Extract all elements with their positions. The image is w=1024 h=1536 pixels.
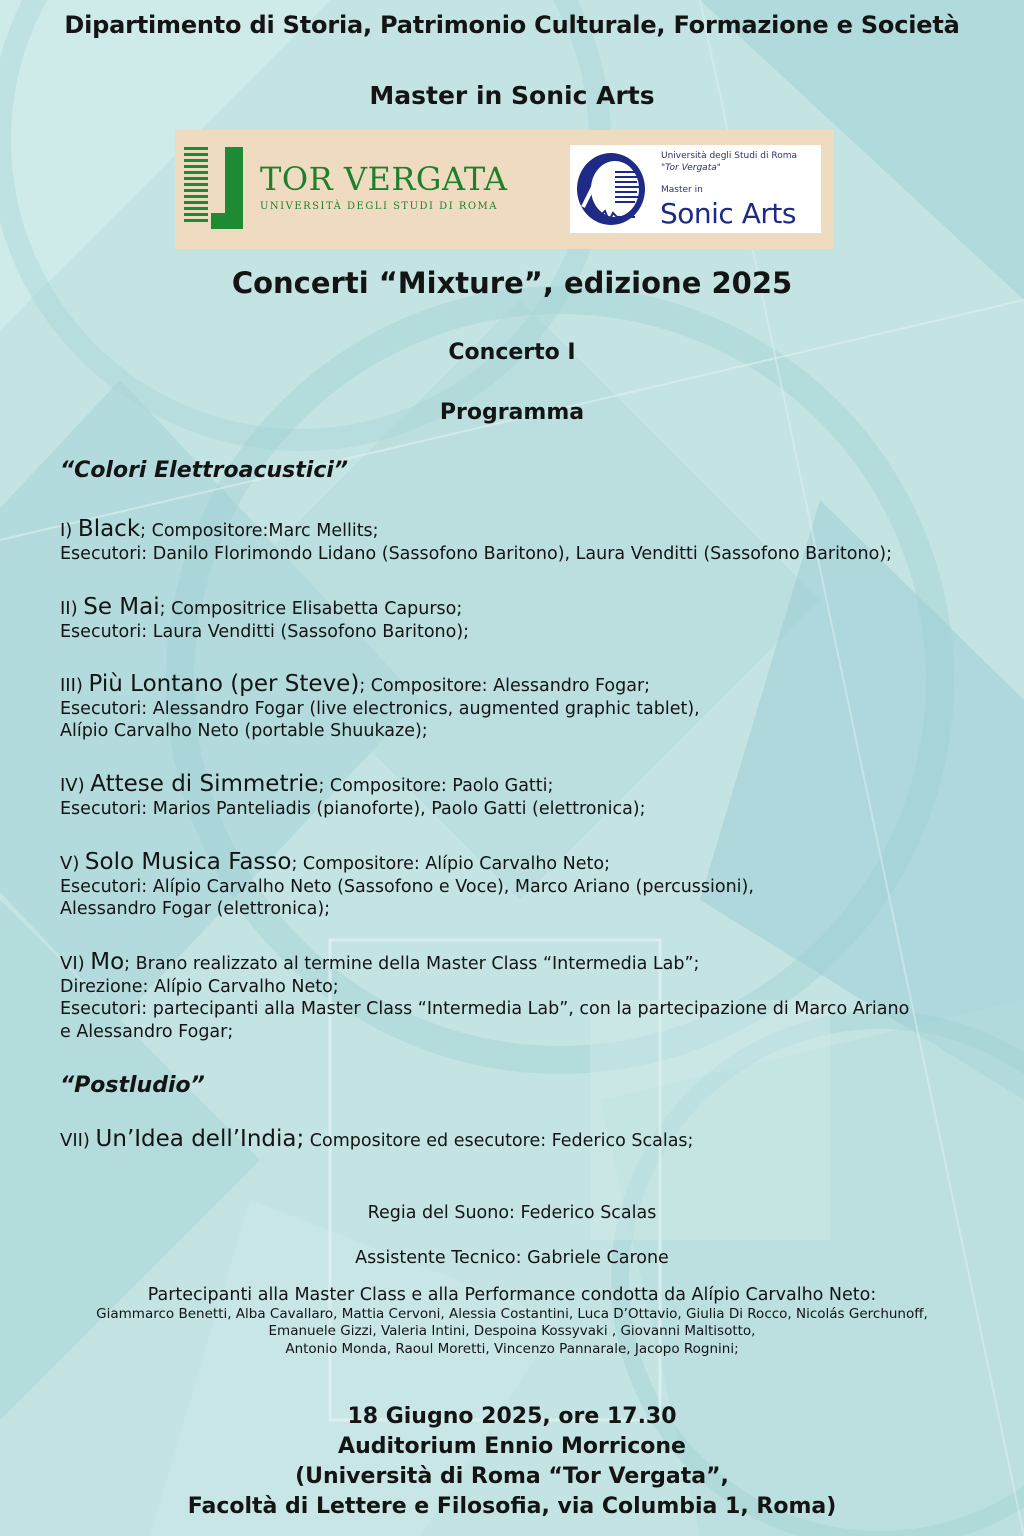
program-item [60,1128,990,1153]
sound-direction: Regia del Suono: Federico Scalas [367,1203,657,1223]
piece-title: Più Lontano (per Steve) [88,671,360,697]
sonic-arts-master-line2: Sonic Arts [660,197,796,230]
tor-vergata-logo-bars [184,147,208,229]
event-date: 18 Giugno 2025, ore 17.30 [347,1404,677,1429]
piece-title: Se Mai [83,594,160,620]
sonic-arts-master-line1: Master in [661,185,703,195]
program-item [60,851,990,921]
program-item [60,596,990,643]
tor-vergata-subtitle: UNIVERSITÀ DEGLI STUDI DI ROMA [260,201,499,212]
participants-line: Giammarco Benetti, Alba Cavallaro, Mattia Cervoni, Alessia Costantini, Luca D’Ottavio, Giulia Di Rocco, Nicolás Gerchunoff, [96,1306,928,1322]
venue-address: Facoltà di Lettere e Filosofia, via Columbia 1, Roma) [187,1494,837,1519]
item-composer: ; Brano realizzato al termine della Master Class “Intermedia Lab”; [124,954,700,974]
section-title: “Colori Elettroacustici” [60,458,349,483]
item-number: V) [60,853,80,874]
participants-heading: Partecipanti alla Master Class e alla Performance condotta da Alípio Carvalho Neto: [147,1285,877,1305]
sonic-arts-wave-icon [575,151,647,227]
item-composer: ; Compositrice Elisabetta Capurso; [159,599,463,619]
item-performers: Esecutori: Alessandro Fogar (live electronics, augmented graphic tablet), [60,698,700,719]
item-direction: Direzione: Alípio Carvalho Neto; [60,976,339,997]
venue-block [0,1402,1024,1522]
item-number: I) [60,520,73,541]
department-title: Dipartimento di Storia, Patrimonio Culturale, Formazione e Società [64,11,960,39]
event-title: Concerti “Mixture”, edizione 2025 [231,266,793,300]
participants-line: Antonio Monda, Raoul Moretti, Vincenzo Pannarale, Jacopo Rognini; [285,1341,739,1357]
piece-title: Un’Idea dell’India; [95,1126,305,1152]
item-composer: ; Compositore: Alípio Carvalho Neto; [291,854,610,874]
program-item [60,673,990,743]
item-composer: ; Compositore: Paolo Gatti; [318,776,554,796]
item-performers: Esecutori: partecipanti alla Master Class “Intermedia Lab”, con la partecipazione di Marco Ariano [60,999,910,1019]
sonic-arts-university-line1: Università degli Studi di Roma [661,151,798,161]
venue-university: (Università di Roma “Tor Vergata”, [295,1464,729,1489]
tor-vergata-name: TOR VERGATA [260,160,508,198]
program-item [60,951,990,1043]
item-performers: Esecutori: Danilo Florimondo Lidano (Sassofono Baritono), Laura Venditti (Sassofono Baritono); [60,543,893,564]
section-title: “Postludio” [60,1073,205,1098]
item-performers: Esecutori: Marios Panteliadis (pianoforte), Paolo Gatti (elettronica); [60,798,646,819]
item-composer: Compositore ed esecutore: Federico Scalas; [304,1131,694,1151]
piece-title: Attese di Simmetrie [90,771,319,797]
program-label: Programma [439,400,585,425]
piece-title: Mo [90,949,125,975]
item-performers: Alessandro Fogar (elettronica); [60,899,331,919]
concert-number: Concerto I [448,340,576,365]
venue-hall: Auditorium Ennio Morricone [338,1434,686,1459]
item-performers: Alípio Carvalho Neto (portable Shuukaze); [60,721,428,741]
piece-title: Black [77,516,141,542]
item-composer: ; Compositore: Alessandro Fogar; [359,676,651,696]
item-number: IV) [60,775,85,796]
master-title: Master in Sonic Arts [369,81,655,110]
item-number: VII) [60,1130,90,1151]
sonic-arts-logo [570,145,821,233]
item-performers: e Alessandro Fogar; [60,1021,234,1042]
item-performers: Esecutori: Alípio Carvalho Neto (Sassofono e Voce), Marco Ariano (percussioni), [60,876,754,897]
logo-band [175,130,834,249]
tor-vergata-logo-icon [211,147,243,229]
program-item [60,773,990,820]
item-number: VI) [60,953,85,974]
piece-title: Solo Musica Fasso [84,849,292,875]
item-performers: Esecutori: Laura Venditti (Sassofono Baritono); [60,621,470,642]
technical-assistant: Assistente Tecnico: Gabriele Carone [355,1248,669,1268]
item-number: III) [60,675,83,696]
item-composer: ; Compositore:Marc Mellits; [140,521,379,541]
program-item [60,518,990,565]
sonic-arts-university-line2: "Tor Vergata" [661,163,721,173]
participants-line: Emanuele Gizzi, Valeria Intini, Despoina Kossyvaki , Giovanni Maltisotto, [268,1323,756,1339]
item-number: II) [60,598,78,619]
